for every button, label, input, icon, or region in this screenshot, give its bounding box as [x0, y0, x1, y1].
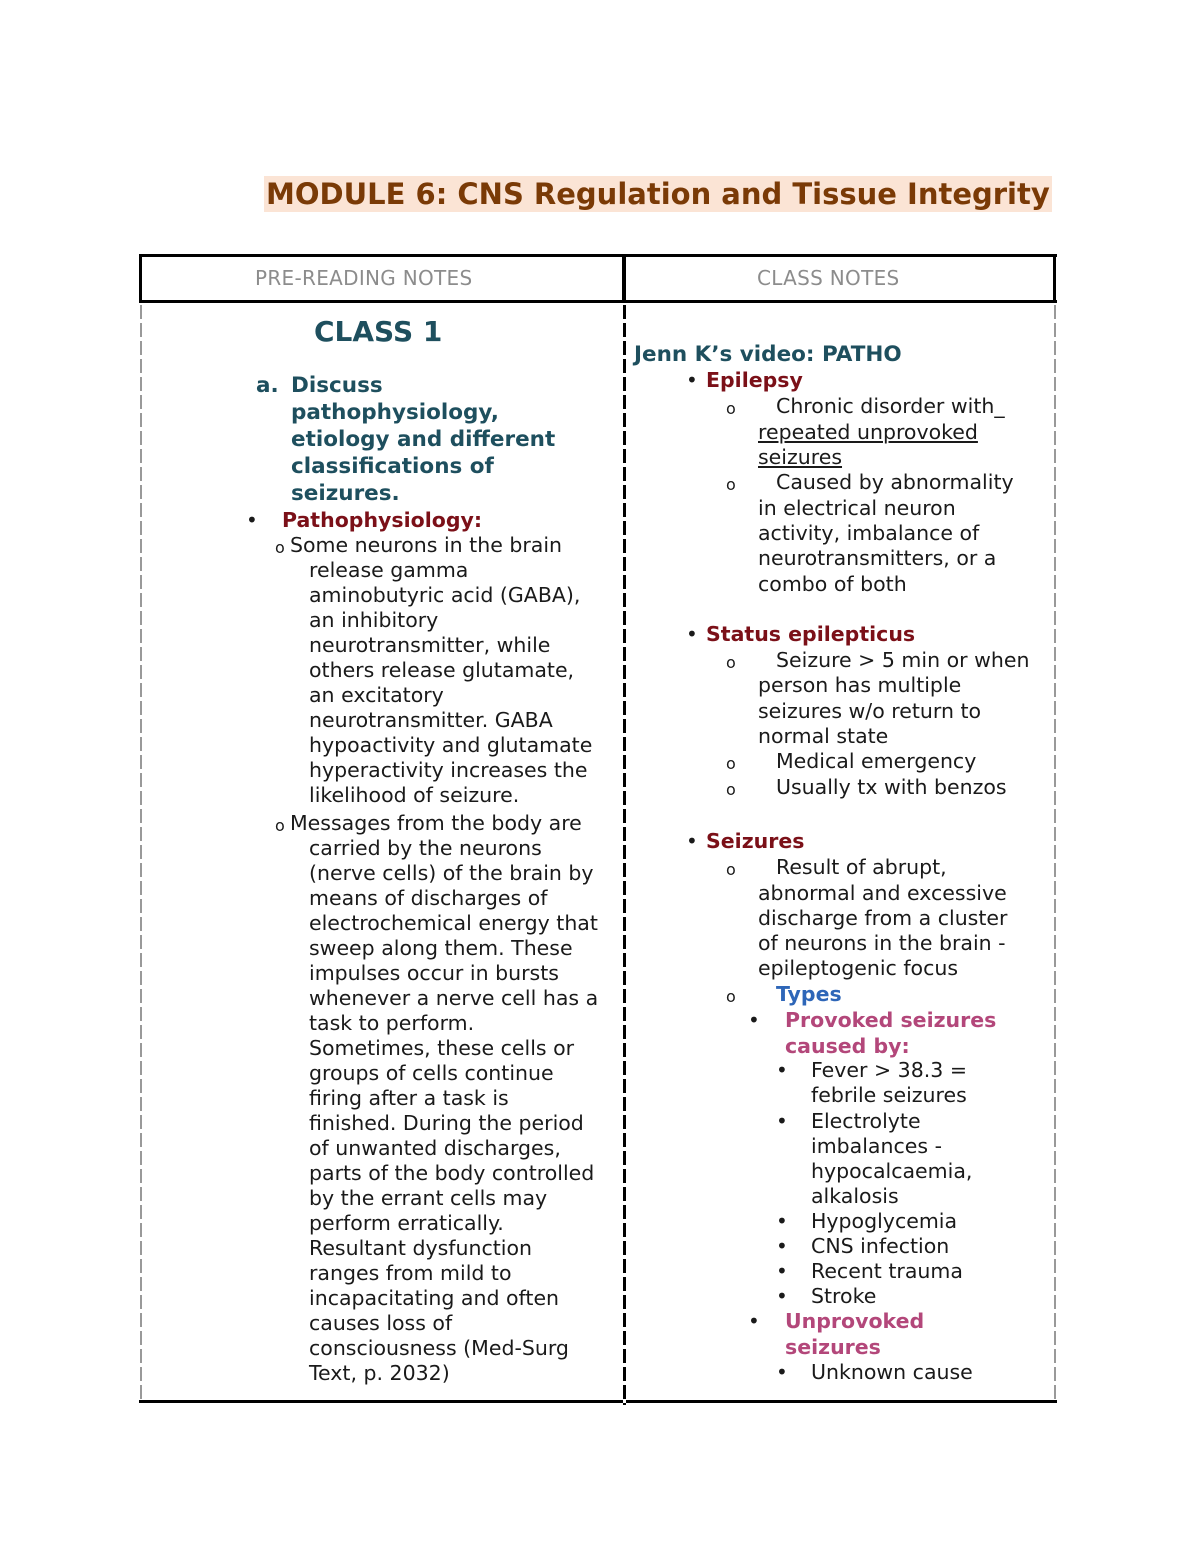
epilepsy-line: Chronic disorder with_ — [776, 394, 1005, 418]
bullet-icon: • — [776, 1259, 788, 1283]
circle-bullet-icon: o — [726, 987, 736, 1006]
circle-bullet-icon: o — [726, 860, 736, 879]
para2-line: groups of cells continue — [309, 1061, 554, 1085]
para2-line: carried by the neurons — [309, 836, 542, 860]
table-middle-border-header — [622, 254, 626, 303]
para1-line: Some neurons in the brain — [290, 533, 563, 557]
bullet-icon: • — [776, 1209, 788, 1233]
bullet-icon: • — [686, 829, 698, 853]
class-heading: CLASS 1 — [314, 315, 443, 348]
seizures-heading: Seizures — [706, 829, 805, 853]
provoked-cause: imbalances - — [811, 1134, 942, 1158]
status-epilepticus-heading: Status epilepticus — [706, 622, 916, 646]
para2-line: ranges from mild to — [309, 1261, 512, 1285]
unprovoked-cause: Unknown cause — [811, 1360, 973, 1384]
pathophysiology-heading: Pathophysiology: — [282, 508, 483, 532]
seizures-line: of neurons in the brain - — [758, 931, 1006, 955]
para2-line: (nerve cells) of the brain by — [309, 861, 594, 885]
table-right-border-header — [1053, 254, 1056, 303]
para1-line: neurotransmitter, while — [309, 633, 551, 657]
bullet-icon: • — [748, 1008, 760, 1032]
table-header-divider — [139, 300, 1057, 303]
para1-line: an excitatory — [309, 683, 444, 707]
objective-line: pathophysiology, — [291, 400, 499, 425]
circle-bullet-icon: o — [726, 780, 736, 799]
bullet-icon: • — [776, 1360, 788, 1384]
document-title: MODULE 6: CNS Regulation and Tissue Integrity — [266, 177, 1050, 211]
seizures-line: abnormal and excessive — [758, 881, 1007, 905]
bullet-icon: • — [246, 508, 258, 532]
para2-line: Resultant dysfunction — [309, 1236, 533, 1260]
para2-line: parts of the body controlled — [309, 1161, 595, 1185]
para2-line: impulses occur in bursts — [309, 961, 559, 985]
table-left-border — [140, 305, 142, 1400]
epilepsy-line: Caused by abnormality — [776, 470, 1014, 494]
para2-line: sweep along them. These — [309, 936, 573, 960]
provoked-heading: Provoked seizures — [785, 1008, 997, 1032]
provoked-cause: Fever > 38.3 = — [811, 1058, 968, 1082]
circle-bullet-icon: o — [726, 653, 736, 672]
epilepsy-line: repeated unprovoked — [758, 420, 978, 444]
circle-bullet-icon: o — [275, 538, 285, 557]
provoked-cause: Recent trauma — [811, 1259, 963, 1283]
para2-line: task to perform. — [309, 1011, 475, 1035]
objective-line: Discuss — [291, 373, 383, 398]
epilepsy-line: in electrical neuron — [758, 496, 956, 520]
bullet-icon: • — [776, 1109, 788, 1133]
status-line: Usually tx with benzos — [776, 775, 1007, 799]
status-line: Seizure > 5 min or when — [776, 648, 1030, 672]
para2-line: perform erratically. — [309, 1211, 504, 1235]
bullet-icon: • — [748, 1309, 760, 1333]
para2-line: by the errant cells may — [309, 1186, 548, 1210]
seizures-line: Result of abrupt, — [776, 855, 947, 879]
seizures-line: discharge from a cluster — [758, 906, 1008, 930]
para2-line: electrochemical energy that — [309, 911, 598, 935]
circle-bullet-icon: o — [275, 816, 285, 835]
provoked-cause: alkalosis — [811, 1184, 899, 1208]
para2-line: Messages from the body are — [290, 811, 582, 835]
status-line: seizures w/o return to — [758, 699, 982, 723]
provoked-heading: caused by: — [785, 1034, 910, 1058]
circle-bullet-icon: o — [726, 399, 736, 418]
status-line: person has multiple — [758, 673, 962, 697]
bullet-icon: • — [776, 1058, 788, 1082]
para2-line: firing after a task is — [309, 1086, 509, 1110]
circle-bullet-icon: o — [726, 475, 736, 494]
provoked-cause: CNS infection — [811, 1234, 950, 1258]
para2-line: means of discharges of — [309, 886, 548, 910]
objective-line: classifications of — [291, 454, 494, 479]
epilepsy-line: activity, imbalance of — [758, 521, 980, 545]
types-heading: Types — [776, 982, 842, 1006]
objective-line: etiology and different — [291, 427, 556, 452]
unprovoked-heading: Unprovoked — [785, 1309, 925, 1333]
para1-line: aminobutyric acid (GABA), — [309, 583, 581, 607]
para2-line: Text, p. 2032) — [309, 1361, 450, 1385]
bullet-icon: • — [776, 1234, 788, 1258]
header-pre-reading-notes: PRE-READING NOTES — [255, 266, 473, 290]
provoked-cause: Hypoglycemia — [811, 1209, 958, 1233]
objective-marker: a. — [256, 373, 279, 398]
circle-bullet-icon: o — [726, 754, 736, 773]
para2-line: consciousness (Med-Surg — [309, 1336, 569, 1360]
epilepsy-line: neurotransmitters, or a — [758, 546, 997, 570]
objective-line: seizures. — [291, 481, 400, 506]
epilepsy-line: combo of both — [758, 572, 907, 596]
provoked-cause: hypocalcaemia, — [811, 1159, 973, 1183]
para2-line: causes loss of — [309, 1311, 453, 1335]
header-class-notes: CLASS NOTES — [757, 266, 900, 290]
unprovoked-heading: seizures — [785, 1335, 881, 1359]
epilepsy-line: seizures — [758, 445, 843, 469]
table-middle-border — [623, 305, 626, 1405]
status-line: normal state — [758, 724, 889, 748]
para1-line: an inhibitory — [309, 608, 439, 632]
table-right-border — [1054, 305, 1056, 1400]
para1-line: neurotransmitter. GABA — [309, 708, 553, 732]
bullet-icon: • — [686, 368, 698, 392]
provoked-cause: Stroke — [811, 1284, 877, 1308]
table-left-border-header — [139, 254, 142, 303]
para1-line: likelihood of seizure. — [309, 783, 520, 807]
bullet-icon: • — [776, 1284, 788, 1308]
provoked-cause: febrile seizures — [811, 1083, 967, 1107]
para2-line: whenever a nerve cell has a — [309, 986, 599, 1010]
para1-line: others release glutamate, — [309, 658, 575, 682]
para1-line: hyperactivity increases the — [309, 758, 588, 782]
table-top-border — [139, 254, 1057, 257]
seizures-line: epileptogenic focus — [758, 956, 959, 980]
table-bottom-border — [139, 1400, 1057, 1403]
para2-line: Sometimes, these cells or — [309, 1036, 575, 1060]
video-heading: Jenn K’s video: PATHO — [634, 342, 902, 367]
para1-line: hypoactivity and glutamate — [309, 733, 593, 757]
status-line: Medical emergency — [776, 749, 977, 773]
para2-line: finished. During the period — [309, 1111, 584, 1135]
para2-line: of unwanted discharges, — [309, 1136, 561, 1160]
epilepsy-heading: Epilepsy — [706, 368, 803, 392]
para1-line: release gamma — [309, 558, 469, 582]
provoked-cause: Electrolyte — [811, 1109, 921, 1133]
bullet-icon: • — [686, 622, 698, 646]
para2-line: incapacitating and often — [309, 1286, 560, 1310]
